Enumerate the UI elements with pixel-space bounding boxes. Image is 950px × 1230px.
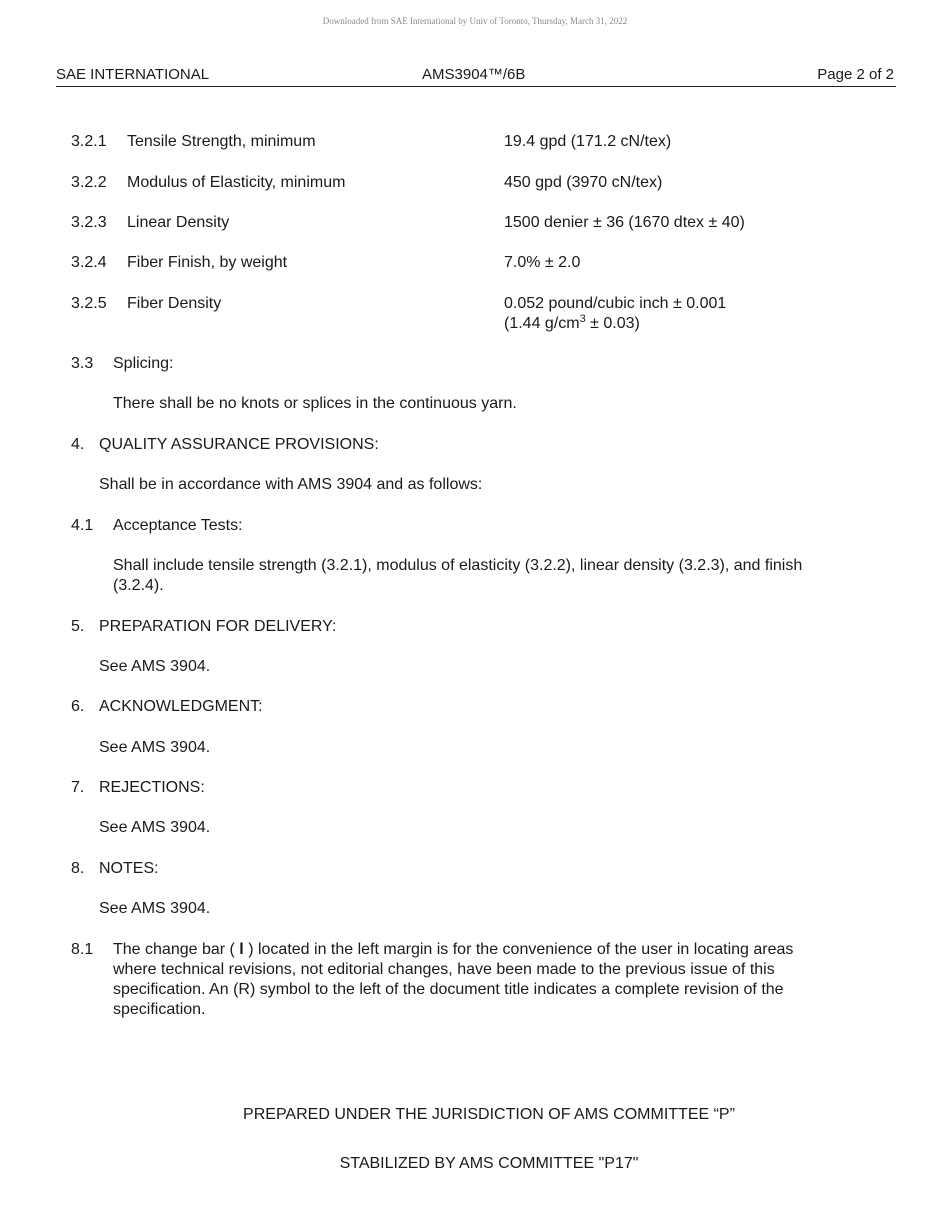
section-5-text: See AMS 3904. (99, 658, 211, 675)
section-8-text: See AMS 3904. (99, 900, 211, 917)
section-4-text: Shall be in accordance with AMS 3904 and as follows: (99, 476, 483, 493)
section-8-1-line3: specification. An (R) symbol to the left of the document title indicates a complete revision of the (113, 981, 784, 998)
section-3-3-heading (71, 354, 93, 374)
page-header (56, 66, 896, 87)
spec-number: 3.2.2 (71, 174, 107, 191)
section-6-text: See AMS 3904. (99, 739, 211, 756)
section-6-title: ACKNOWLEDGMENT: (99, 698, 263, 715)
section-5-title: PREPARATION FOR DELIVERY: (99, 618, 337, 635)
spec-number: 3.2.5 (71, 295, 107, 312)
section-4-1-text (113, 556, 873, 596)
section-4-title: QUALITY ASSURANCE PROVISIONS: (99, 436, 379, 453)
section-8-1-line1-post: ) located in the left margin is for the convenience of the user in locating areas (243, 941, 794, 958)
spec-label: Tensile Strength, minimum (127, 133, 316, 150)
section-8-number: 8. (71, 860, 85, 877)
header-page-number: Page 2 of 2 (817, 66, 894, 83)
spec-value: 7.0% ± 2.0 (504, 254, 581, 271)
superscript: 3 (579, 313, 586, 325)
spec-number: 3.2.1 (71, 133, 107, 150)
spec-value-line2-post: ± 0.03) (585, 315, 640, 332)
section-6-number: 6. (71, 698, 85, 715)
section-4-1-text-line1: Shall include tensile strength (3.2.1), modulus of elasticity (3.2.2), linear density (3.2.3), and finish (113, 557, 803, 574)
section-7-text: See AMS 3904. (99, 819, 211, 836)
spec-value: 19.4 gpd (171.2 cN/tex) (504, 133, 672, 150)
spec-number: 3.2.4 (71, 254, 107, 271)
spec-number: 3.2.3 (71, 214, 107, 231)
section-8-1-number: 8.1 (71, 941, 94, 958)
section-8-1-line4: specification. (113, 1001, 206, 1018)
spec-value: 1500 denier ± 36 (1670 dtex ± 40) (504, 214, 745, 231)
section-4-number: 4. (71, 436, 85, 453)
section-7-number: 7. (71, 779, 85, 796)
section-4-1-number: 4.1 (71, 517, 94, 534)
change-bar-symbol: l (239, 941, 244, 958)
header-doc-number: AMS3904™/6B (422, 66, 526, 83)
spec-value (504, 294, 726, 334)
section-3-3-title: Splicing: (113, 355, 174, 372)
section-4-1-text-line2: (3.2.4). (113, 577, 164, 594)
spec-value-line1: 0.052 pound/cubic inch ± 0.001 (504, 295, 727, 312)
section-8-1-text (113, 940, 873, 1020)
section-5-number: 5. (71, 618, 85, 635)
spec-label: Linear Density (127, 214, 230, 231)
section-4-1-title: Acceptance Tests: (113, 517, 243, 534)
spec-label: Modulus of Elasticity, minimum (127, 174, 346, 191)
section-number: 3.3 (71, 355, 94, 372)
spec-row-3-2-5 (0, 294, 950, 338)
footer-stabilized: STABILIZED BY AMS COMMITTEE "P17" (339, 1155, 639, 1172)
header-publisher: SAE INTERNATIONAL (56, 66, 210, 83)
spec-label: Fiber Density (127, 295, 222, 312)
spec-value-line2-pre: (1.44 g/cm (504, 315, 580, 332)
section-8-title: NOTES: (99, 860, 159, 877)
download-watermark: Downloaded from SAE International by Univ of Toronto, Thursday, March 31, 2022 (322, 16, 628, 26)
spec-label: Fiber Finish, by weight (127, 254, 288, 271)
spec-value: 450 gpd (3970 cN/tex) (504, 174, 663, 191)
section-8-1-line1-pre: The change bar ( (113, 941, 240, 958)
section-7-title: REJECTIONS: (99, 779, 205, 796)
section-3-3-text: There shall be no knots or splices in the continuous yarn. (113, 395, 517, 412)
footer-prepared: PREPARED UNDER THE JURISDICTION OF AMS COMMITTEE “P” (243, 1106, 735, 1123)
section-8-1-line2: where technical revisions, not editorial changes, have been made to the previous issue of this (113, 961, 775, 978)
